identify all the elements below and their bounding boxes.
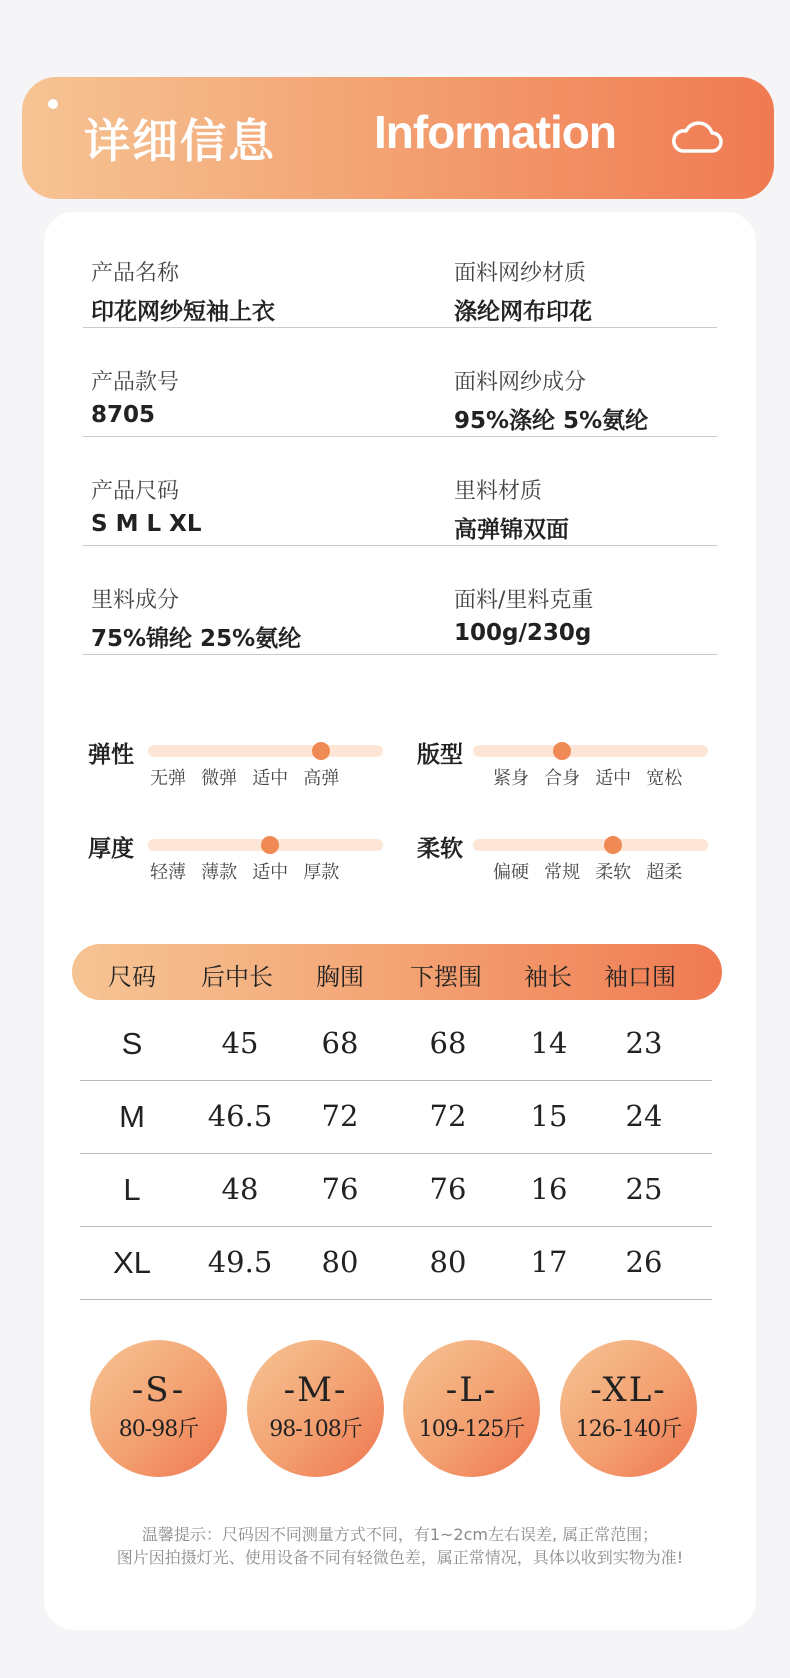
table-cell: 14 bbox=[530, 1026, 568, 1060]
slider-softness bbox=[417, 830, 717, 890]
table-cell: 16 bbox=[530, 1172, 568, 1206]
weight-circle-xl bbox=[560, 1340, 697, 1477]
table-cell: 48 bbox=[221, 1172, 259, 1206]
table-cell: 80 bbox=[321, 1245, 359, 1279]
info-label: 面料/里料克重 bbox=[454, 588, 594, 613]
slider-title: 弹性 bbox=[88, 742, 134, 768]
slider-options bbox=[150, 858, 349, 884]
weight-size: -S- bbox=[131, 1370, 186, 1410]
info-label: 产品款号 bbox=[91, 370, 180, 395]
table-cell: 17 bbox=[530, 1245, 568, 1279]
weight-range: 80-98斤 bbox=[118, 1417, 199, 1442]
slider-options bbox=[150, 764, 349, 790]
slider-options bbox=[493, 858, 692, 884]
info-value: 高弹锦双面 bbox=[454, 517, 569, 543]
slider-track bbox=[148, 745, 383, 757]
slider-option: 微弹 bbox=[201, 768, 238, 789]
info-value: 8705 bbox=[91, 402, 156, 428]
info-label: 面料网纱材质 bbox=[454, 261, 587, 286]
table-cell: 72 bbox=[429, 1099, 467, 1133]
tip-line-2: 图片因拍摄灯光、使用设备不同有轻微色差，属正常情况，具体以收到实物为准! bbox=[116, 1548, 684, 1567]
info-row bbox=[83, 321, 717, 437]
banner-title-en: Information bbox=[374, 106, 616, 158]
slider-option: 柔软 bbox=[595, 862, 632, 883]
weight-range: 98-108斤 bbox=[269, 1417, 362, 1442]
info-row bbox=[83, 430, 717, 546]
slider-option: 适中 bbox=[252, 862, 289, 883]
table-row bbox=[80, 1008, 712, 1081]
slider-track bbox=[148, 839, 383, 851]
weight-size: -L- bbox=[445, 1370, 498, 1410]
weight-size: -M- bbox=[283, 1370, 348, 1410]
header-sleeve-length: 袖长 bbox=[524, 963, 572, 991]
slider-knob bbox=[261, 836, 279, 854]
info-value: 100g/230g bbox=[454, 620, 592, 646]
info-value: S M L XL bbox=[91, 511, 202, 537]
info-label: 产品尺码 bbox=[91, 479, 180, 504]
table-row bbox=[80, 1154, 712, 1227]
banner-dot bbox=[48, 99, 58, 109]
info-value: 75%锦纶 25%氨纶 bbox=[91, 626, 302, 652]
table-cell: 25 bbox=[625, 1172, 663, 1206]
weight-size: -XL- bbox=[590, 1370, 667, 1410]
table-cell: 46.5 bbox=[207, 1099, 273, 1133]
cloud-icon bbox=[668, 117, 724, 157]
banner-title-cn: 详细信息 bbox=[84, 114, 276, 168]
slider-elasticity bbox=[88, 736, 428, 796]
slider-option: 厚款 bbox=[303, 862, 340, 883]
table-cell: 15 bbox=[530, 1099, 568, 1133]
slider-thickness bbox=[88, 830, 428, 890]
slider-track bbox=[473, 839, 708, 851]
info-value: 印花网纱短袖上衣 bbox=[91, 299, 275, 325]
weight-circle-l bbox=[403, 1340, 540, 1477]
header-size: 尺码 bbox=[108, 963, 156, 991]
table-cell: 23 bbox=[625, 1026, 663, 1060]
slider-title: 厚度 bbox=[88, 836, 134, 862]
slider-knob bbox=[553, 742, 571, 760]
info-label: 里料材质 bbox=[454, 479, 543, 504]
header-hem: 下摆围 bbox=[410, 963, 482, 991]
slider-option: 紧身 bbox=[493, 768, 529, 789]
info-label: 面料网纱成分 bbox=[454, 370, 587, 395]
table-cell: 49.5 bbox=[207, 1245, 273, 1279]
table-row bbox=[80, 1227, 712, 1300]
table-cell: 76 bbox=[429, 1172, 467, 1206]
info-label: 产品名称 bbox=[91, 261, 180, 286]
table-cell: 80 bbox=[429, 1245, 467, 1279]
slider-option: 常规 bbox=[544, 862, 581, 883]
table-cell: L bbox=[123, 1172, 141, 1207]
slider-option: 薄款 bbox=[201, 862, 238, 883]
table-cell: 68 bbox=[321, 1026, 359, 1060]
slider-option: 适中 bbox=[252, 768, 289, 789]
slider-option: 轻薄 bbox=[150, 862, 186, 883]
table-cell: 68 bbox=[429, 1026, 467, 1060]
table-cell: 26 bbox=[625, 1245, 663, 1279]
info-value: 涤纶网布印花 bbox=[454, 299, 592, 325]
header-chest: 胸围 bbox=[316, 963, 364, 991]
weight-range: 126-140斤 bbox=[575, 1417, 682, 1442]
info-label: 里料成分 bbox=[91, 588, 180, 613]
slider-option: 无弹 bbox=[150, 768, 186, 789]
slider-option: 偏硬 bbox=[493, 862, 529, 883]
slider-title: 柔软 bbox=[417, 836, 463, 862]
table-cell: XL bbox=[113, 1245, 151, 1280]
slider-options bbox=[493, 764, 692, 790]
weight-circle-m bbox=[247, 1340, 384, 1477]
table-cell: 72 bbox=[321, 1099, 359, 1133]
size-table-header bbox=[72, 944, 722, 1000]
table-cell: S bbox=[121, 1026, 143, 1061]
table-cell: 45 bbox=[221, 1026, 259, 1060]
table-cell: 76 bbox=[321, 1172, 359, 1206]
header-back-length: 后中长 bbox=[201, 963, 273, 991]
info-value: 95%涤纶 5%氨纶 bbox=[454, 408, 649, 434]
weight-range: 109-125斤 bbox=[418, 1417, 525, 1442]
slider-option: 高弹 bbox=[303, 768, 340, 789]
slider-option: 超柔 bbox=[646, 862, 683, 883]
slider-knob bbox=[604, 836, 622, 854]
tip-line-1: 温馨提示：尺码因不同测量方式不同，有1~2cm左右误差, 属正常范围； bbox=[141, 1525, 659, 1544]
info-banner bbox=[22, 77, 774, 199]
slider-fit bbox=[417, 736, 717, 796]
header-cuff: 袖口围 bbox=[604, 963, 676, 991]
table-cell: 24 bbox=[625, 1099, 663, 1133]
slider-option: 合身 bbox=[544, 768, 581, 789]
slider-knob bbox=[312, 742, 330, 760]
slider-option: 宽松 bbox=[646, 768, 683, 789]
table-cell: M bbox=[119, 1099, 145, 1134]
weight-circle-s bbox=[90, 1340, 227, 1477]
table-row bbox=[80, 1081, 712, 1154]
info-row bbox=[83, 539, 717, 655]
info-row bbox=[83, 212, 717, 328]
slider-title: 版型 bbox=[417, 742, 463, 768]
slider-track bbox=[473, 745, 708, 757]
slider-option: 适中 bbox=[595, 768, 632, 789]
